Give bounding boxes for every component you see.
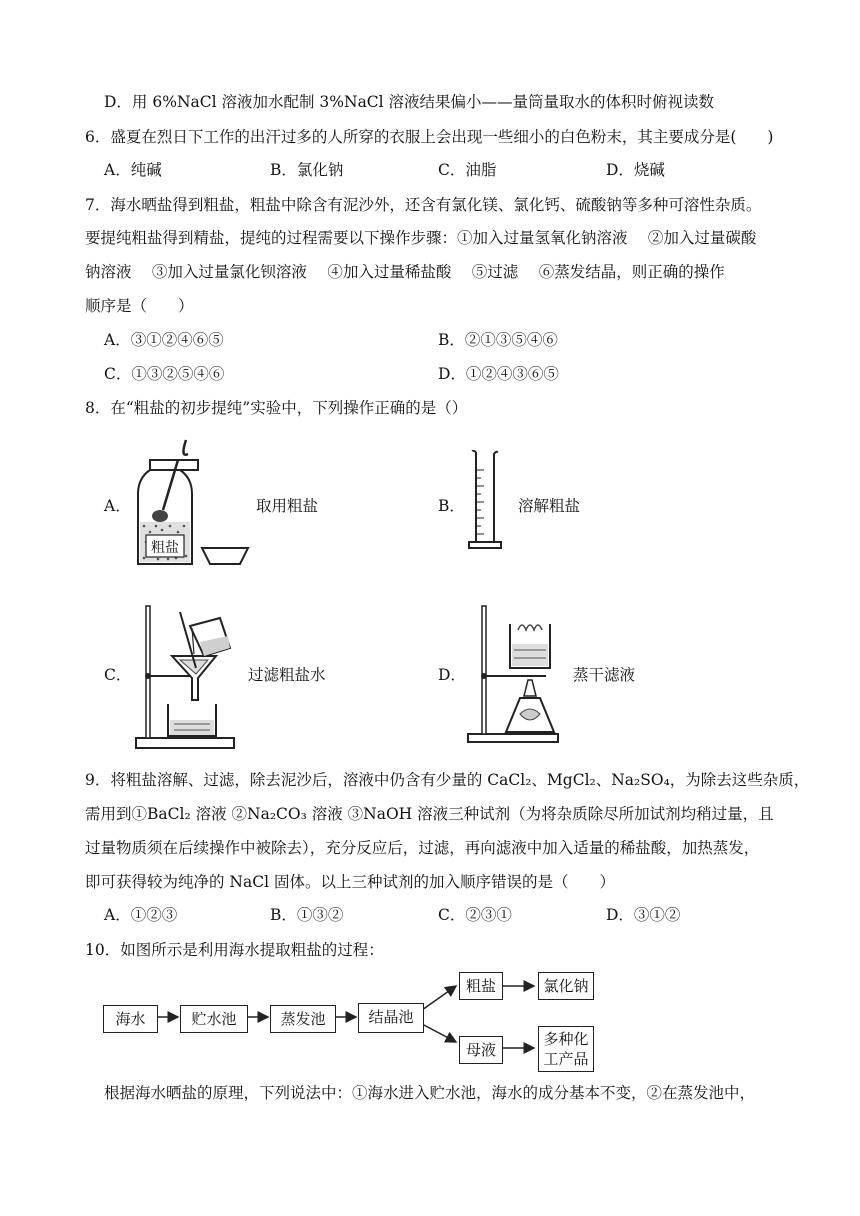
q7-stem-line-2: 要提纯粗盐得到精盐，提纯的过程需要以下操作步骤：①加入过量氢氧化钠溶液 ②加入过量碳酸 (85, 229, 757, 247)
q9-stem-line-4: 即可获得较为纯净的 NaCl 固体。以上三种试剂的加入顺序错误的是（ ） (85, 873, 615, 891)
jar-label: 粗盐 (151, 540, 179, 556)
chemical-products-line-1: 多种化 (543, 1030, 589, 1048)
q7-option-c: C．①③②⑤④⑥ (104, 365, 225, 383)
q6-option-c: C．油脂 (438, 161, 497, 179)
flow-box-seawater: 海水 (103, 1005, 158, 1033)
graduated-cylinder-illustration (466, 450, 506, 558)
flow-box-chemical-products (538, 1026, 594, 1072)
flow-arrows (100, 970, 600, 1076)
q5-option-d: D．用 6%NaCl 溶液加水配制 3%NaCl 溶液结果偏小——量筒量取水的体积时俯视读数 (104, 93, 715, 111)
q7-stem-line-1: 7．海水晒盐得到粗盐，粗盐中除含有泥沙外，还含有氯化镁、氯化钙、硫酸钠等多种可溶性杂质。 (85, 196, 762, 214)
q8-option-b-letter: B． (438, 497, 465, 515)
q8-option-c-caption: 过滤粗盐水 (248, 666, 326, 684)
q9-option-b: B．①③② (270, 906, 344, 924)
q6-option-d: D．烧碱 (606, 161, 665, 179)
q8-option-b-caption: 溶解粗盐 (518, 497, 581, 515)
q8-option-d-letter: D． (438, 666, 466, 684)
q10-tail-text: 根据海水晒盐的原理，下列说法中：①海水进入贮水池，海水的成分基本不变，②在蒸发池中， (104, 1084, 756, 1102)
q7-option-d: D．①②④③⑥⑤ (438, 365, 559, 383)
q9-stem-line-2: 需用到①BaCl₂ 溶液 ②Na₂CO₃ 溶液 ③NaOH 溶液三种试剂（为将杂质除尽所加试剂均稍过量，且 (85, 805, 774, 823)
flow-box-storage-pool: 贮水池 (180, 1005, 248, 1033)
q8-stem: 8．在“粗盐的初步提纯”实验中，下列操作正确的是（） (85, 399, 468, 417)
flow-box-sodium-chloride: 氯化钠 (538, 972, 594, 1000)
q8-option-a-letter: A． (104, 497, 131, 515)
q9-stem-line-3: 过量物质须在后续操作中被除去），充分反应后，过滤，再向滤液中加入适量的稀盐酸，加热蒸发， (85, 839, 760, 857)
q7-stem-line-4: 顺序是（ ） (85, 297, 194, 315)
flow-box-evaporation-pool: 蒸发池 (270, 1005, 336, 1033)
q10-stem: 10．如图所示是利用海水提取粗盐的过程： (85, 941, 384, 959)
q6-stem: 6．盛夏在烈日下工作的出汗过多的人所穿的衣服上会出现一些细小的白色粉末，其主要成分是( ) (85, 128, 774, 146)
filtration-illustration (134, 604, 244, 752)
q9-option-a: A．①②③ (104, 906, 178, 924)
q9-stem-line-1: 9．将粗盐溶解、过滤，除去泥沙后，溶液中仍含有少量的 CaCl₂、MgCl₂、Na₂SO₄，为除去这些杂质， (85, 771, 810, 789)
q9-option-d: D．③①② (606, 906, 681, 924)
flow-box-crude-salt: 粗盐 (459, 972, 503, 1000)
salt-jar-illustration (130, 438, 255, 570)
q8-option-a-caption: 取用粗盐 (256, 497, 319, 515)
q7-option-a: A．③①②④⑥⑤ (104, 331, 224, 349)
q7-option-b: B．②①③⑤④⑥ (438, 331, 558, 349)
q8-option-d-caption: 蒸干滤液 (573, 666, 636, 684)
q9-option-c: C．②③① (438, 906, 512, 924)
evaporation-illustration (466, 604, 566, 744)
chemical-products-line-2: 工产品 (543, 1050, 589, 1068)
q6-option-b: B．氯化钠 (270, 161, 344, 179)
flow-box-crystallization-pool: 结晶池 (358, 1003, 424, 1033)
flow-box-mother-liquor: 母液 (459, 1036, 503, 1064)
q8-option-c-letter: C． (104, 666, 132, 684)
q6-option-a: A．纯碱 (104, 161, 162, 179)
q7-stem-line-3: 钠溶液 ③加入过量氯化钡溶液 ④加入过量稀盐酸 ⑤过滤 ⑥蒸发结晶，则正确的操作 (85, 263, 725, 281)
